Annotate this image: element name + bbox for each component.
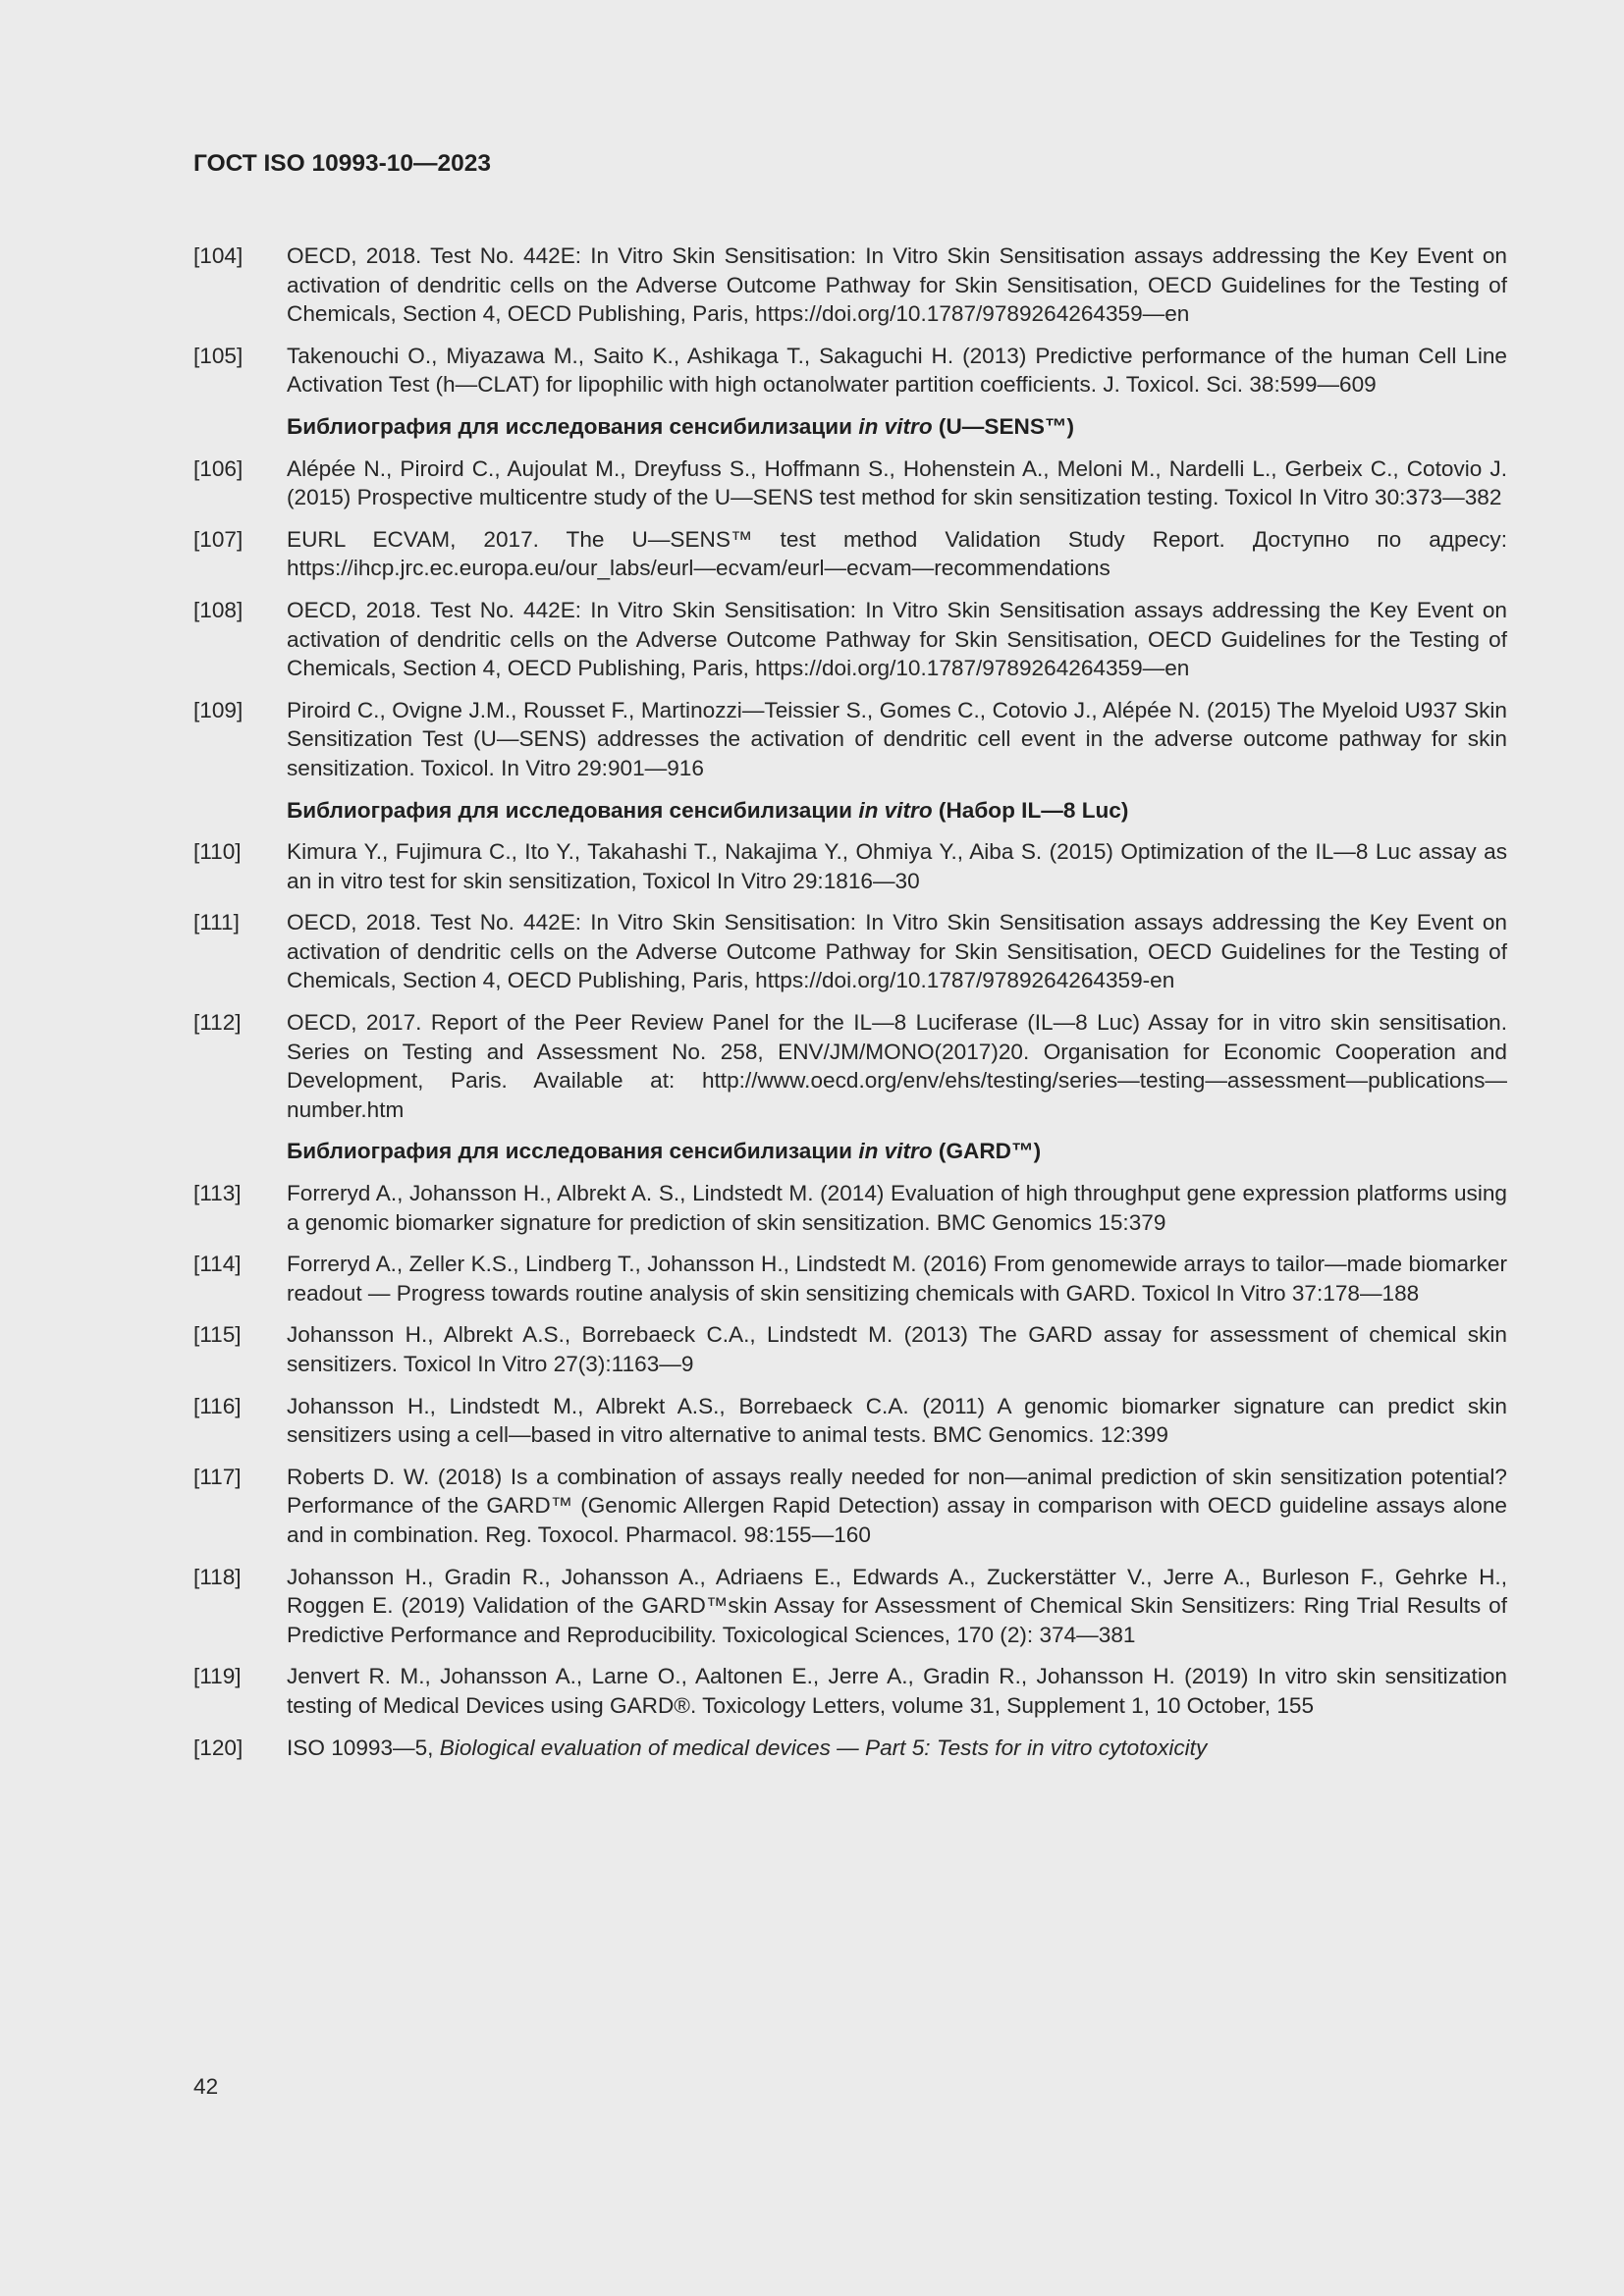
reference-text: Piroird C., Ovigne J.M., Rousset F., Martinozzi—Teissier S., Gomes C., Cotovio J., Alépée N. (2015) The Myeloid U937 Skin Sensitization Test (U—SENS) addresses the activation of dendritic cell event in the adverse outcome pathway for skin sensitization. Toxicol. In Vitro 29:901—916 [287,697,1507,780]
reference-text-plain: ISO 10993—5, [287,1735,440,1760]
bibliography-list [193,241,1507,1775]
section-heading-ital: in vitro [858,1139,933,1164]
section-heading-pre: Библиография для исследования сенсибилизации [287,413,859,439]
reference-number: [110] [193,839,242,865]
reference-number: [106] [193,455,244,481]
reference-number: [113] [193,1181,242,1206]
reference-text: OECD, 2018. Test No. 442E: In Vitro Skin Sensitisation: In Vitro Skin Sensitisation assays addressing the Key Event on activation of dendritic cells on the Adverse Outcome Pathway for Skin Sensitisation, OECD Guidelines for the Testing of Chemicals, Section 4, OECD Publishing, Paris, https://doi.org/10.1787/9789264264359—en [287,597,1507,681]
reference-entry [193,1662,1507,1720]
reference-entry [193,596,1507,683]
reference-text: Roberts D. W. (2018) Is a combination of assays really needed for non—animal prediction of skin sensitization potential? Performance of the GARD™ (Genomic Allergen Rapid Detection) assay in comparison with OECD guideline assays alone and in combination. Reg. Toxocol. Pharmacol. 98:155—160 [287,1464,1507,1547]
reference-number: [120] [193,1735,244,1760]
reference-number: [108] [193,597,244,622]
reference-text: OECD, 2017. Report of the Peer Review Panel for the IL—8 Luciferase (IL—8 Luc) Assay for in vitro skin sensitisation. Series on Testing and Assessment No. 258, ENV/JM/MONO(2017)20. Organisation for Economic Cooperation and Development, Paris. Available at: http://www.oecd.org/env/ehs/testing/series—testing—assessment—publications—number.htm [287,1010,1507,1122]
reference-entry [193,1392,1507,1450]
reference-entry [193,1250,1507,1308]
reference-entry [193,696,1507,783]
reference-number: [112] [193,1010,242,1036]
reference-title-italic: Biological evaluation of medical devices — Part 5: Tests for in vitro cytotoxicity [439,1735,1208,1760]
section-heading [287,1137,1507,1166]
reference-text: Johansson H., Gradin R., Johansson A., Adriaens E., Edwards A., Zuckerstätter V., Jerre A., Burleson F., Gehrke H., Roggen E. (2019) Validation of the GARD™skin Assay for Assessment of Chemical Skin Sensitizers: Ring Trial Results of Predictive Performance and Reproducibility. Toxicological Sciences, 170 (2): 374—381 [287,1564,1507,1647]
section-heading-post: (GARD™) [932,1139,1042,1164]
section-heading [287,412,1507,442]
section-heading-ital: in vitro [858,413,933,439]
reference-number: [119] [193,1664,242,1689]
section-heading [287,796,1507,826]
reference-entry [193,342,1507,400]
document-header: ГОСТ ISO 10993-10—2023 [193,150,492,177]
reference-text: OECD, 2018. Test No. 442E: In Vitro Skin Sensitisation: In Vitro Skin Sensitisation assays addressing the Key Event on activation of dendritic cells on the Adverse Outcome Pathway for Skin Sensitisation, OECD Guidelines for the Testing of Chemicals, Section 4, OECD Publishing, Paris, https://doi.org/10.1787/9789264264359—en [287,243,1507,327]
reference-entry [193,1008,1507,1124]
reference-number: [117] [193,1464,242,1489]
reference-number: [105] [193,343,244,368]
page-number: 42 [193,2074,219,2099]
reference-entry [193,454,1507,512]
reference-text: OECD, 2018. Test No. 442E: In Vitro Skin Sensitisation: In Vitro Skin Sensitisation assays addressing the Key Event on activation of dendritic cells on the Adverse Outcome Pathway for Skin Sensitisation, OECD Guidelines for the Testing of Chemicals, Section 4, OECD Publishing, Paris, https://doi.org/10.1787/9789264264359-en [287,910,1507,993]
reference-entry [193,525,1507,583]
reference-number: [115] [193,1322,242,1348]
reference-text: Kimura Y., Fujimura C., Ito Y., Takahashi T., Nakajima Y., Ohmiya Y., Aiba S. (2015) Optimization of the IL—8 Luc assay as an in vitro test for skin sensitization, Toxicol In Vitro 29:1816—30 [287,839,1507,893]
reference-number: [107] [193,526,244,552]
reference-number: [114] [193,1252,242,1277]
reference-text: EURL ECVAM, 2017. The U—SENS™ test method Validation Study Report. Доступно по адресу: https://ihcp.jrc.ec.europa.eu/our_labs/eurl—ecvam/eurl—ecvam—recommendations [287,526,1507,581]
reference-text: Jenvert R. M., Johansson A., Larne O., Aaltonen E., Jerre A., Gradin R., Johansson H. (2019) In vitro skin sensitization testing of Medical Devices using GARD®. Toxicology Letters, volume 31, Supplement 1, 10 October, 155 [287,1664,1507,1718]
reference-number: [109] [193,697,244,722]
section-heading-post: (U—SENS™) [932,413,1075,439]
reference-text: Takenouchi O., Miyazawa M., Saito K., Ashikaga T., Sakaguchi H. (2013) Predictive performance of the human Cell Line Activation Test (h—CLAT) for lipophilic with high octanolwater partition coefficients. J. Toxicol. Sci. 38:599—609 [287,343,1507,398]
reference-number: [118] [193,1564,242,1589]
reference-text: Alépée N., Piroird C., Aujoulat M., Dreyfuss S., Hoffmann S., Hohenstein A., Meloni M., Nardelli L., Gerbeix C., Cotovio J. (2015) Prospective multicentre study of the U—SENS test method for skin sensitization testing. Toxicol In Vitro 30:373—382 [287,455,1507,510]
reference-number: [111] [193,910,240,935]
reference-entry [193,1563,1507,1650]
section-heading-pre: Библиография для исследования сенсибилизации [287,1139,859,1164]
reference-entry [193,1463,1507,1550]
reference-entry [193,1320,1507,1378]
reference-entry [193,837,1507,895]
reference-text: Johansson H., Albrekt A.S., Borrebaeck C.A., Lindstedt M. (2013) The GARD assay for assessment of chemical skin sensitizers. Toxicol In Vitro 27(3):1163—9 [287,1322,1507,1376]
reference-text: Johansson H., Lindstedt M., Albrekt A.S., Borrebaeck C.A. (2011) A genomic biomarker signature can predict skin sensitizers using a cell—based in vitro alternative to animal tests. BMC Genomics. 12:399 [287,1393,1507,1448]
reference-number: [116] [193,1393,242,1418]
section-heading-post: (Набор IL—8 Luc) [932,797,1129,823]
reference-text: Forreryd A., Zeller K.S., Lindberg T., Johansson H., Lindstedt M. (2016) From genomewide arrays to tailor—made biomarker readout — Progress towards routine analysis of skin sensitizing chemicals with GARD. Toxicol In Vitro 37:178—188 [287,1252,1507,1306]
reference-entry [193,1179,1507,1237]
reference-entry [193,241,1507,329]
reference-entry [193,1734,1507,1763]
reference-text [287,1734,1507,1763]
section-heading-pre: Библиография для исследования сенсибилизации [287,797,859,823]
reference-number: [104] [193,243,244,268]
reference-text: Forreryd A., Johansson H., Albrekt A. S., Lindstedt M. (2014) Evaluation of high throughput gene expression platforms using a genomic biomarker signature for prediction of skin sensitization. BMC Genomics 15:379 [287,1181,1507,1235]
reference-entry [193,908,1507,995]
section-heading-ital: in vitro [858,797,933,823]
